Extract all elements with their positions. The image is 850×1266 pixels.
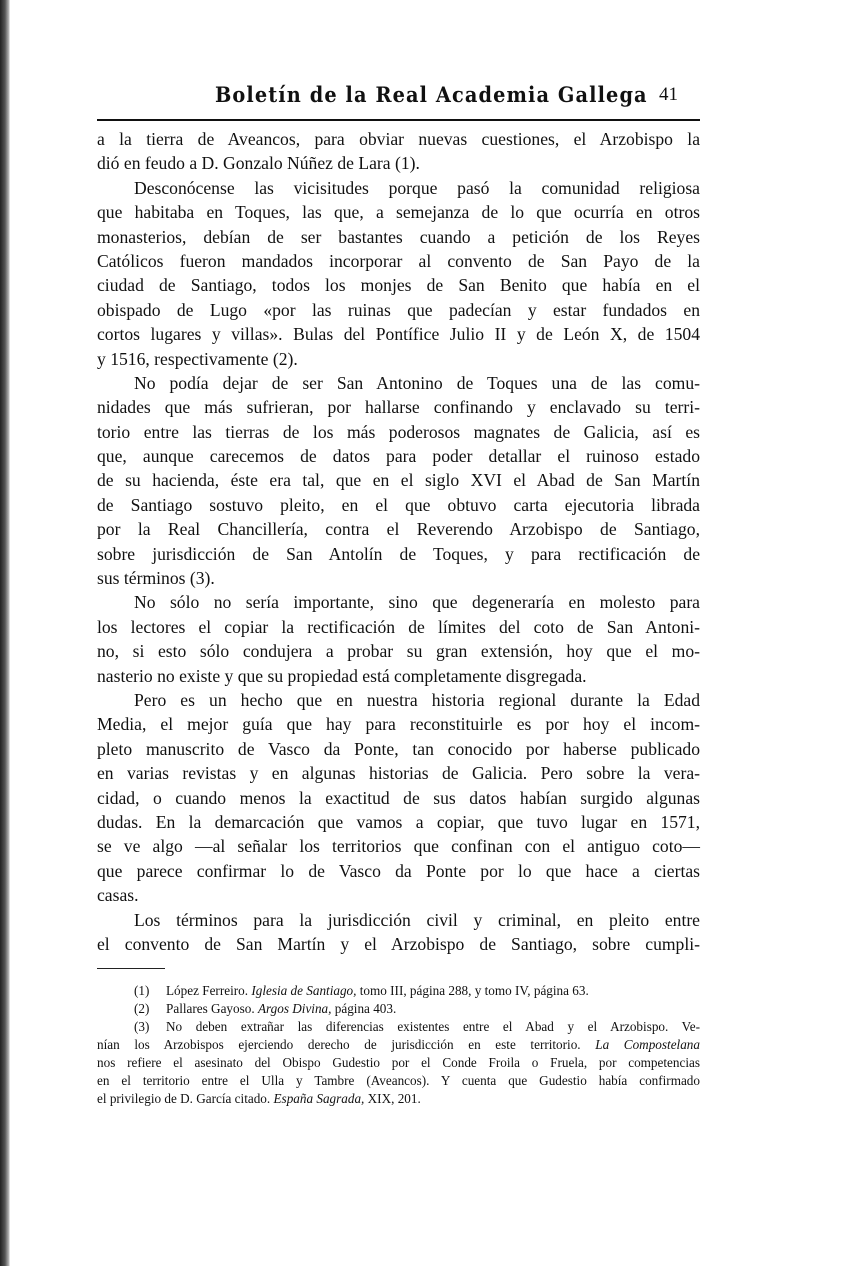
text-line: No podía dejar de ser San Antonino de Toques una de las comu- (134, 372, 700, 393)
text-line: a la tierra de Aveancos, para obviar nuevas cuestiones, el Arzobispo la (97, 129, 700, 149)
text-line: Los términos para la jurisdicción civil y criminal, en pleito entre (134, 909, 700, 930)
italic-title: La Compostelana (595, 1037, 700, 1052)
text-line: no, si esto sólo condujera a probar su gran extensión, hoy que el mo- (97, 641, 700, 662)
text-line: nasterio no existe y que su propiedad está completamente disgregada. (97, 665, 587, 686)
footnote-number: (3) (134, 1019, 150, 1034)
page-number: 41 (659, 84, 678, 105)
text-line: pleto manuscrito de Vasco da Ponte, tan conocido por haberse publicado (97, 738, 700, 759)
text-line: No sólo no sería importante, sino que degeneraría en molesto para (134, 592, 700, 613)
text-line: el convento de San Martín y el Arzobispo de Santiago, sobre cumpli- (97, 933, 700, 954)
text-line: Desconócense las vicisitudes porque pasó la comunidad religiosa (134, 177, 700, 198)
journal-title: Boletín de la Real Academia Gallega (215, 82, 648, 107)
paragraph (97, 688, 700, 908)
footnote (97, 1018, 700, 1108)
footnote-line (97, 1054, 700, 1072)
footnote-text: Pallares Gayoso. (166, 1001, 258, 1016)
text-line: Católicos fueron mandados incorporar al convento de San Payo de la (97, 250, 700, 271)
text-line: de Santiago sostuvo pleito, en el que obtuvo carta ejecutoria librada (97, 494, 700, 515)
text-line: que habitaba en Toques, las que, a semejanza de lo que ocurría en otros (97, 202, 700, 223)
footnote-line (97, 1018, 700, 1036)
text-line: cortos lugares y villas». Bulas del Pontífice Julio II y de León X, de 1504 (97, 324, 700, 345)
footnote-number: (2) (134, 1001, 150, 1016)
footnote-number: (1) (134, 983, 150, 998)
text-line: que, aunque carecemos de datos para poder detallar el ruinoso estado (97, 446, 700, 467)
footnote-text: nos refiere el asesinato del Obispo Gudestio por el Conde Froila o Fruela, por competencias (97, 1055, 700, 1070)
footnote-line (97, 982, 700, 1000)
text-line: de su hacienda, éste era tal, que en el siglo XVI el Abad de San Martín (97, 470, 700, 491)
footnotes (97, 982, 700, 1108)
footnote-line (97, 1000, 700, 1018)
text-line: Pero es un hecho que en nuestra historia regional durante la Edad (134, 689, 700, 710)
paragraph (97, 908, 700, 957)
footnote-text: el privilegio de D. García citado. (97, 1091, 274, 1106)
scan-edge (0, 0, 10, 1266)
text-line: se ve algo —al señalar los territorios que confinan con el antiguo coto— (97, 836, 700, 857)
footnote-rule (97, 968, 165, 969)
text-line: cidad, o cuando menos la exactitud de sus datos habían surgido algunas (97, 787, 700, 808)
footnote-text: página 403. (331, 1001, 397, 1016)
text-line: y 1516, respectivamente (2). (97, 348, 298, 369)
footnote-text: en el territorio entre el Ulla y Tambre (Aveancos). Y cuenta que Gudestio había confirmado (97, 1073, 700, 1088)
paragraph (97, 371, 700, 591)
text-line: en varias revistas y en algunas historias de Galicia. Pero sobre la vera- (97, 763, 700, 784)
italic-title: Argos Divina, (257, 1001, 332, 1016)
text-line: Media, el mejor guía que hay para reconstituirle es por hoy el incom- (97, 714, 700, 735)
text-line: torio entre las tierras de los más poderosos magnates de Galicia, así es (97, 421, 700, 442)
text-line: que parece confirmar lo de Vasco da Ponte por lo que hace a ciertas (97, 860, 700, 881)
footnote-line (97, 1036, 700, 1054)
italic-title: Iglesia de Santiago, (251, 983, 357, 998)
text-line: sobre jurisdicción de San Antolín de Toques, y para rectificación de (97, 543, 700, 564)
footnote-text: tomo III, página 288, y tomo IV, página 63. (356, 983, 589, 998)
text-line: dudas. En la demarcación que vamos a copiar, que tuvo lugar en 1571, (97, 811, 700, 832)
text-line: los lectores el copiar la rectificación de límites del coto de San Antoni- (97, 616, 700, 637)
text-line: nidades que más sufrieran, por hallarse confinando y enclavado su terri- (97, 397, 700, 418)
footnote (97, 1000, 700, 1018)
footnote (97, 982, 700, 1000)
paragraph (97, 127, 700, 176)
footnote-line (97, 1090, 700, 1108)
footnote-text: López Ferreiro. (166, 983, 252, 998)
text-line: monasterios, debían de ser bastantes cuando a petición de los Reyes (97, 226, 700, 247)
body-text (97, 127, 700, 956)
header-rule (97, 119, 700, 121)
text-line: obispado de Lugo «por las ruinas que padecían y estar fundados en (97, 299, 700, 320)
footnote-text: No deben extrañar las diferencias existentes entre el Abad y el Arzobispo. Ve- (166, 1019, 700, 1034)
italic-title: España Sagrada, (273, 1091, 365, 1106)
footnote-line (97, 1072, 700, 1090)
paragraph (97, 176, 700, 371)
footnote-text: nían los Arzobispos ejerciendo derecho de jurisdicción en este territorio. (97, 1037, 596, 1052)
running-header (97, 82, 700, 112)
text-line: por la Real Chancillería, contra el Reverendo Arzobispo de Santiago, (97, 519, 700, 540)
text-line: dió en feudo a D. Gonzalo Núñez de Lara (1). (97, 153, 420, 174)
paragraph (97, 590, 700, 688)
text-line: ciudad de Santiago, todos los monjes de San Benito que había en el (97, 275, 700, 296)
footnote-text: XIX, 201. (364, 1091, 421, 1106)
text-line: casas. (97, 885, 139, 906)
text-line: sus términos (3). (97, 568, 215, 589)
